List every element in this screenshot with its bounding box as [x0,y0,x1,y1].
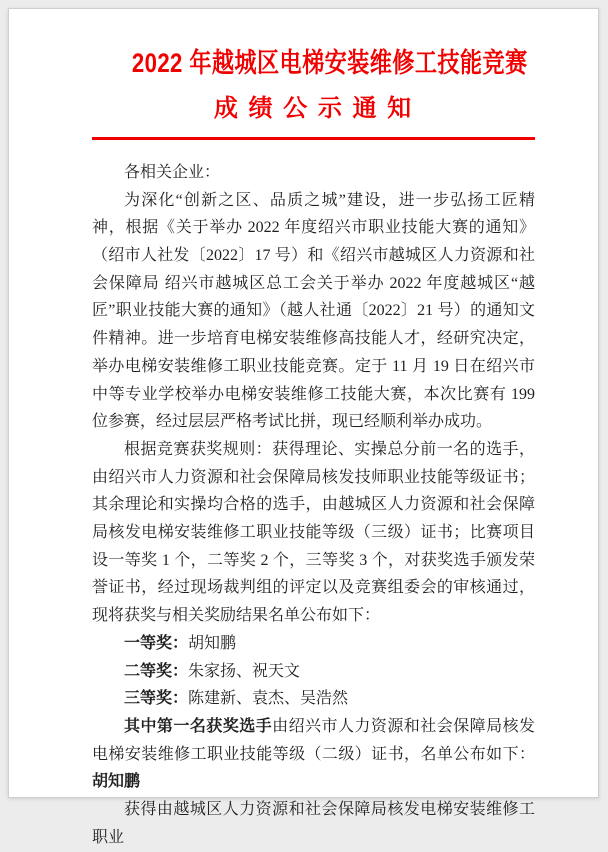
text-run: 陈建新、袁杰、吴浩然 [188,690,349,708]
paragraph [92,630,535,658]
text-run: 由绍兴市人力资源和社会保障局核发电梯安装维修工职业技能等级（二级）证书，名单公布如下： [92,718,535,763]
bold-text-run: 二等奖： [124,662,189,680]
bold-text-run: 三等奖： [124,690,189,708]
text-run: 根据竞赛获奖规则：获得理论、实操总分前一名的选手，由绍兴市人力资源和社会保障局核发技师职业技能等级证书；其余理论和实操均合格的选手，由越城区人力资源和社会保障局核发电梯安装维修工职业技能等级（三级）证书；比赛项目设一等奖 1 个，二等奖 2 个，三等奖 3 个，对获奖选手颁发荣誉证书，经过现场裁判组的评定以及竞赛组委会的审核通过，现将获奖与相关奖励结果名单公布如下： [92,440,535,625]
paragraph [92,685,535,713]
text-run: 胡知鹏 [188,634,237,652]
document-title: 2022 年越城区电梯安装维修工技能竞赛 [131,48,528,78]
text-run: 朱家扬、祝天文 [188,662,301,680]
document-content [9,9,598,852]
document-subtitle: 成 绩 公 示 通 知 [213,94,414,122]
paragraph [92,658,535,686]
text-run: 各相关企业： [124,163,221,181]
bold-text-run: 胡知鹏 [92,773,141,791]
text-run: 获得由越城区人力资源和社会保障局核发电梯安装维修工职业 [92,801,535,846]
document-page [8,8,599,846]
paragraph [92,436,535,630]
paragraph [92,713,535,796]
paragraph [92,187,535,436]
document-body [92,159,535,852]
text-run: 为深化“创新之区、品质之城”建设，进一步弘扬工匠精神，根据《关于举办 2022 年度绍兴市职业技能大赛的通知》（绍市人社发〔2022〕17 号）和《绍兴市越城区人力资源和社会保障局 绍兴市越城区总工会关于举办 2022 年度越城区“越匠”职业技能大赛的通知》（越人社通〔2022〕21 号）的通知文件精神。进一步培育电梯安装维修高技能人才，经研究决定，举办电梯安装维修工职业技能竞赛。定于 11 月 19 日在绍兴市中等专业学校举办电梯安装维修工技能大赛，本次比赛有 199 位参赛，经过层层严格考试比拼，现已经顺利举办成功。 [92,191,535,431]
bold-text-run: 其中第一名获奖选手 [124,718,273,735]
paragraph [92,796,535,851]
header-divider-rule [92,137,535,140]
document-header [92,47,535,140]
paragraph [92,159,535,187]
bold-text-run: 一等奖： [124,634,189,652]
